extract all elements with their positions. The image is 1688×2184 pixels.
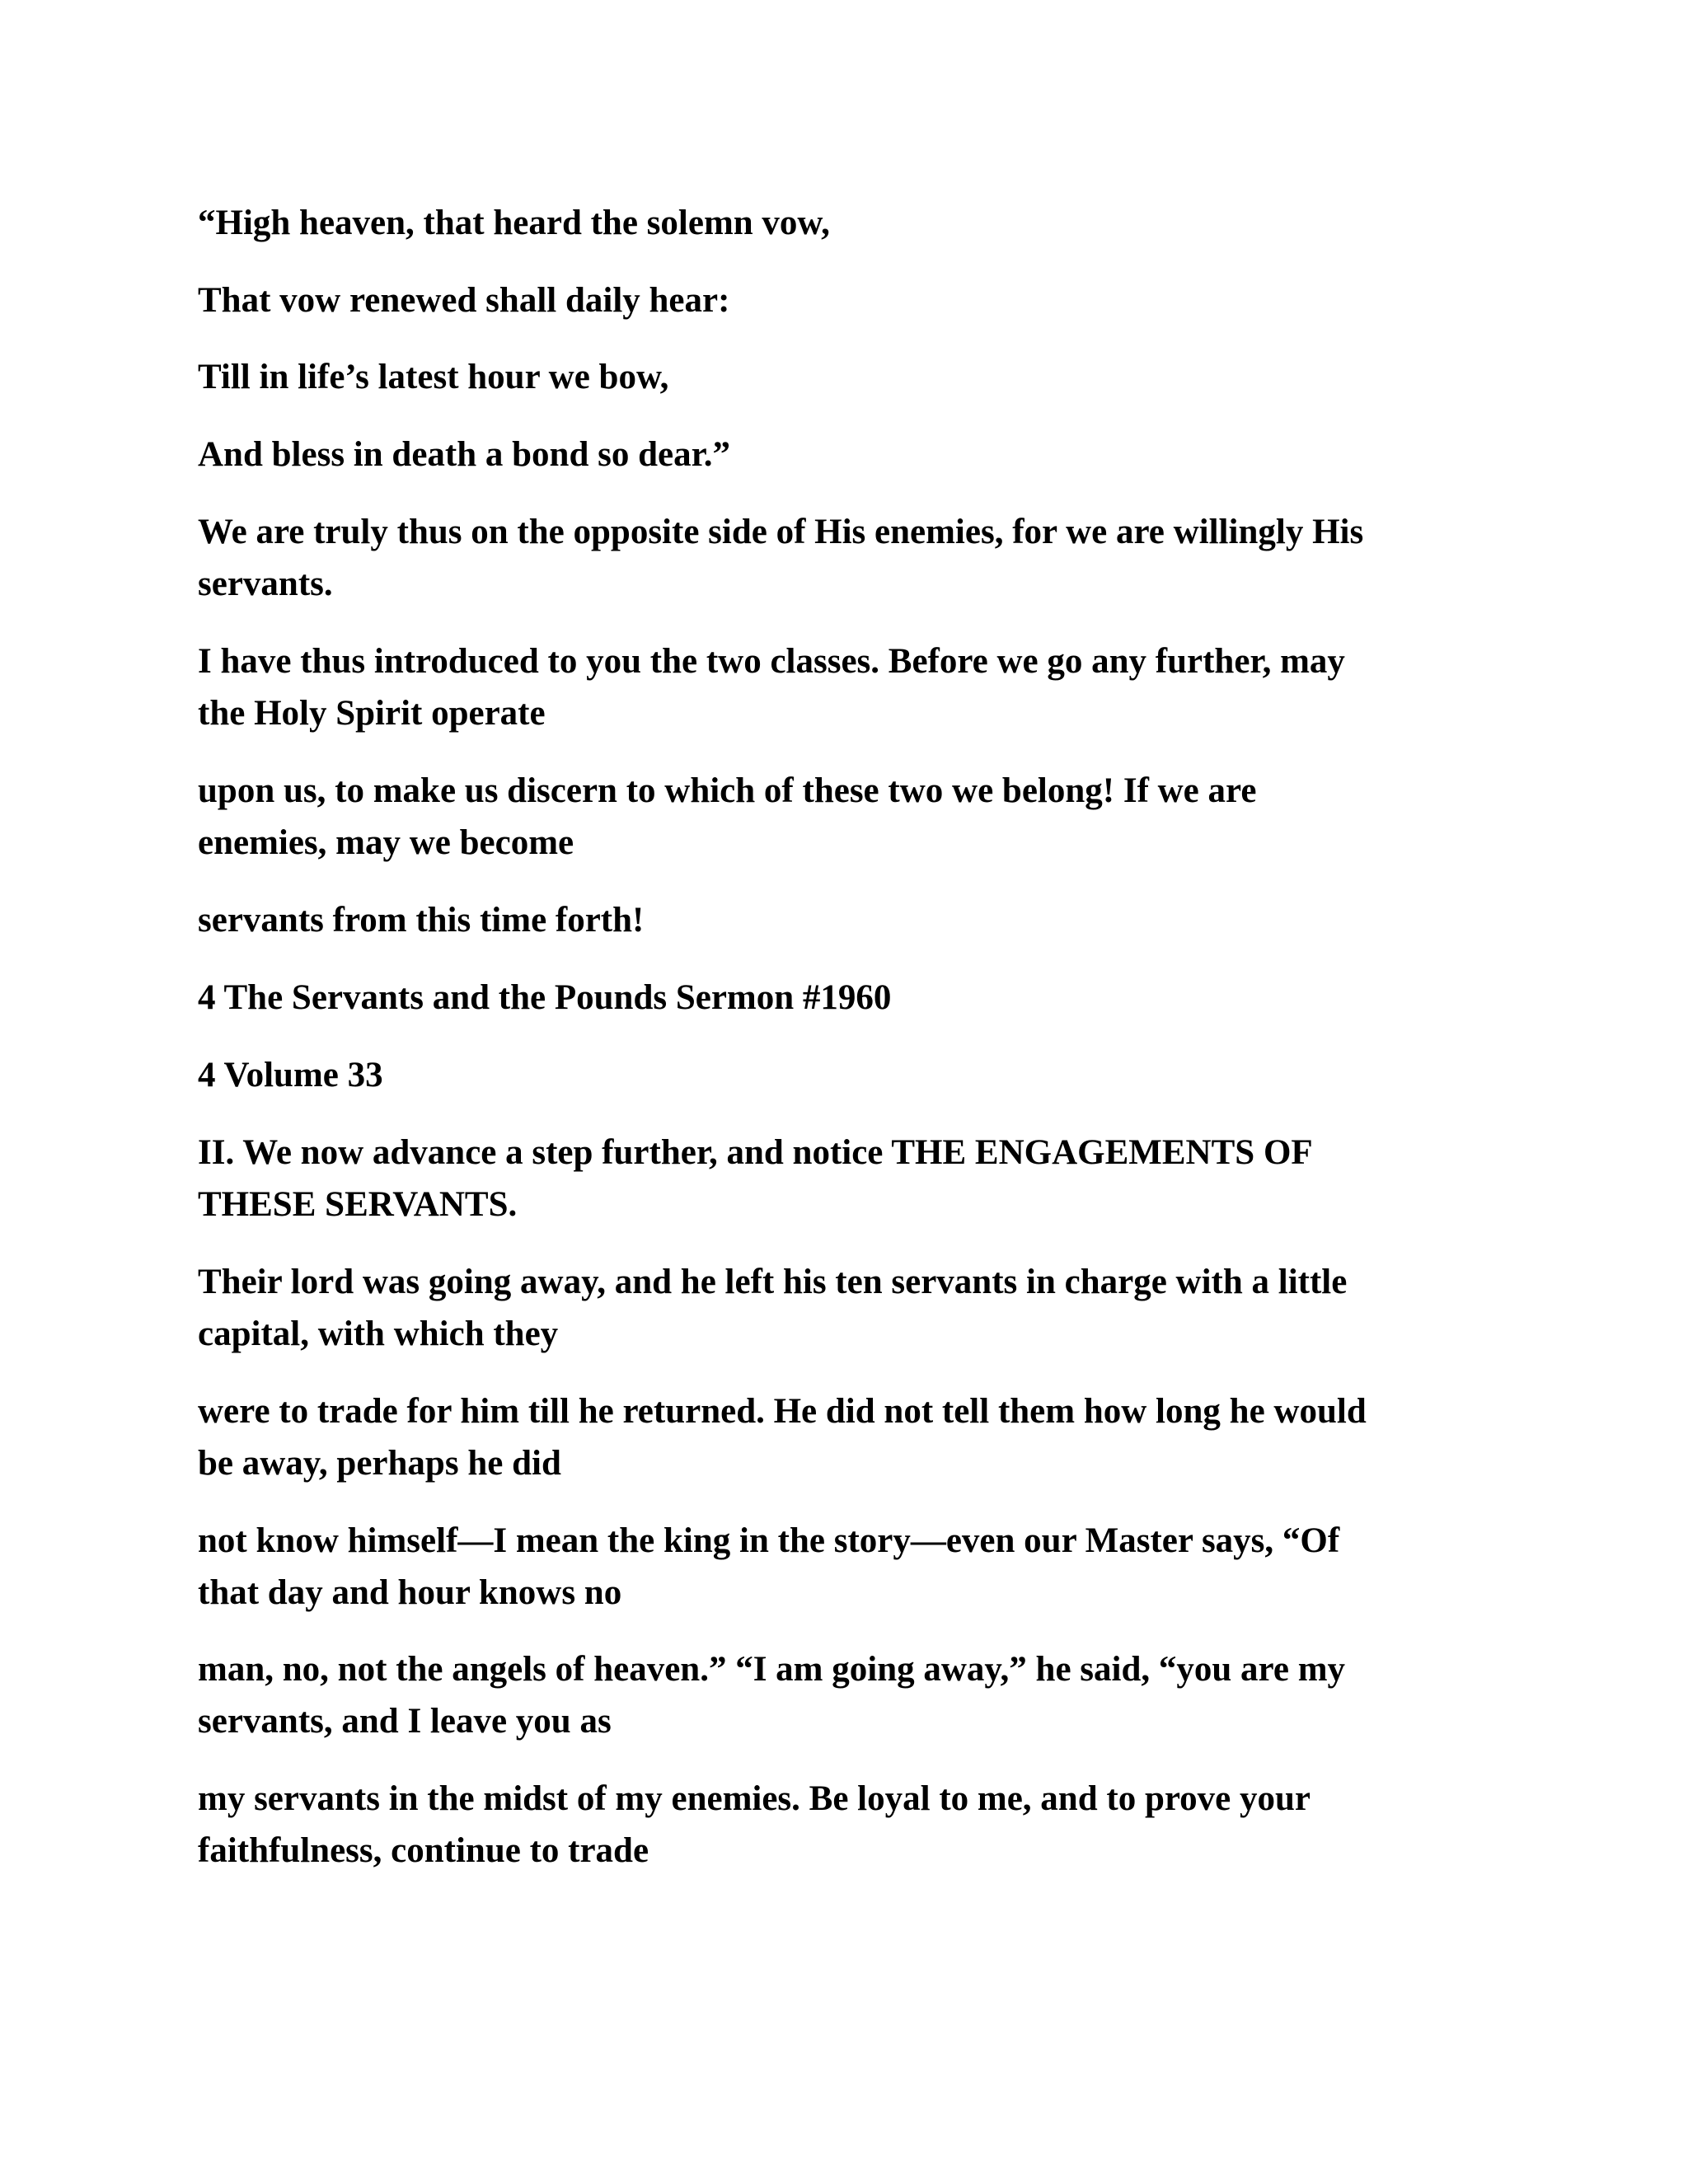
body-paragraph <box>198 765 1484 869</box>
body-paragraph <box>198 1256 1484 1360</box>
body-paragraph <box>198 506 1484 610</box>
text-line: faithfulness, continue to trade <box>198 1831 649 1870</box>
text-line: That vow renewed shall daily hear: <box>198 281 730 320</box>
text-line: Till in life’s latest hour we bow, <box>198 358 669 396</box>
running-header <box>198 972 1484 1024</box>
text-line: 4 The Servants and the Pounds Sermon #1960 <box>198 978 892 1017</box>
text-line: were to trade for him till he returned. He did not tell them how long he would <box>198 1392 1367 1431</box>
text-line: servants. <box>198 565 333 603</box>
poem-line-2 <box>198 274 1484 326</box>
text-line: that day and hour knows no <box>198 1573 622 1612</box>
text-line: man, no, not the angels of heaven.” “I am going away,” he said, “you are my <box>198 1650 1346 1689</box>
poem-line-4 <box>198 429 1484 480</box>
text-line: be away, perhaps he did <box>198 1444 561 1483</box>
text-line: enemies, may we become <box>198 823 574 862</box>
text-line: 4 Volume 33 <box>198 1056 383 1094</box>
text-line: the Holy Spirit operate <box>198 694 546 733</box>
text-line: my servants in the midst of my enemies. Be loyal to me, and to prove your <box>198 1779 1311 1818</box>
text-line: And bless in death a bond so dear.” <box>198 435 731 474</box>
body-paragraph <box>198 894 1484 946</box>
body-paragraph <box>198 1773 1484 1877</box>
text-line: not know himself—I mean the king in the story—even our Master says, “Of <box>198 1521 1340 1560</box>
body-paragraph <box>198 1643 1484 1747</box>
body-paragraph <box>198 1385 1484 1489</box>
poem-line-3 <box>198 351 1484 403</box>
text-line: THESE SERVANTS. <box>198 1185 518 1224</box>
text-line: capital, with which they <box>198 1315 559 1353</box>
volume-label <box>198 1049 1484 1101</box>
text-line: II. We now advance a step further, and notice THE ENGAGEMENTS OF <box>198 1133 1313 1172</box>
text-line: We are truly thus on the opposite side of His enemies, for we are willingly His <box>198 513 1364 551</box>
body-paragraph <box>198 1515 1484 1619</box>
section-heading <box>198 1127 1484 1230</box>
text-line: “High heaven, that heard the solemn vow, <box>198 204 830 242</box>
text-line: servants, and I leave you as <box>198 1702 612 1741</box>
body-paragraph <box>198 635 1484 739</box>
text-line: I have thus introduced to you the two classes. Before we go any further, may <box>198 642 1345 681</box>
text-line: servants from this time forth! <box>198 901 645 940</box>
poem-line-1 <box>198 197 1484 249</box>
text-line: Their lord was going away, and he left his ten servants in charge with a little <box>198 1263 1348 1301</box>
text-line: upon us, to make us discern to which of these two we belong! If we are <box>198 771 1257 810</box>
